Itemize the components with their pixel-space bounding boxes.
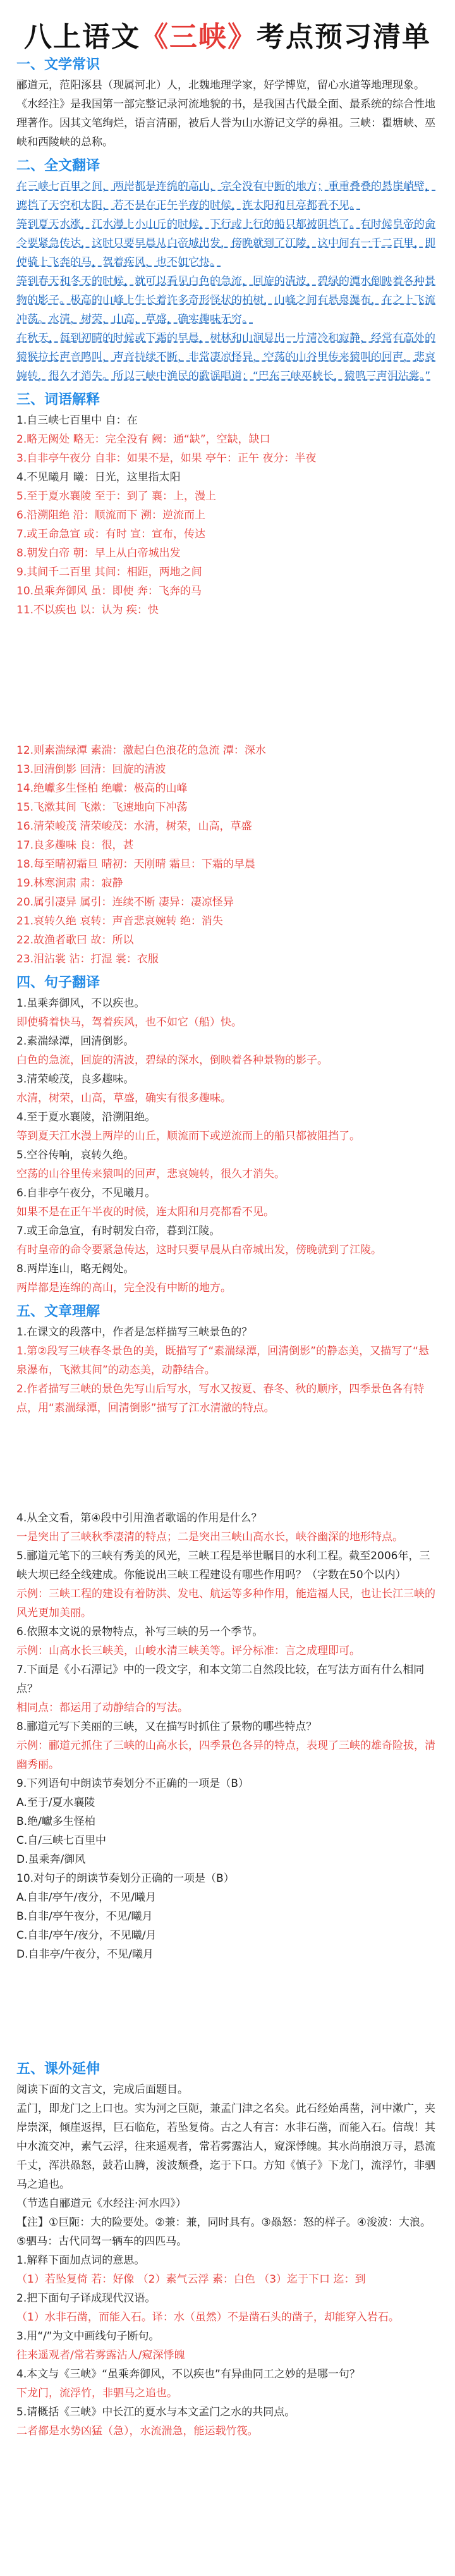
understanding-answer: 2.作者描写三峡的景色先写山后写水，写水又按夏、春冬、秋的顺序，四季景色各有特点，用“素湍绿潭，回清倒影”描写了江水清澈的特点。 xyxy=(16,1383,425,1414)
sentence-question: 3.清荣峻茂，良多趣味。 xyxy=(16,1073,135,1086)
vocab-item: 8.朝发白帝 朝：早上从白帝城出发 xyxy=(16,547,181,560)
understanding-question: 4.从全文看，第④段中引用渔者歌谣的作用是什么？ xyxy=(16,1512,262,1524)
sentence-question: 5.空谷传响，哀转久绝。 xyxy=(16,1149,135,1162)
extension-answer: 往来遥观者/常若雾露沾人/窥深悸魄 xyxy=(16,2349,185,2362)
vocab-item: 4.不见曦月 曦：日光，这里指太阳 xyxy=(16,471,181,484)
choice-option: D.虽乘奔/御风 xyxy=(16,1853,86,1866)
sentence-answer: 有时皇帝的命令要紧急传达，这时只要早晨从白帝城出发，傍晚就到了江陵。 xyxy=(16,1244,382,1256)
vocab-item: 20.属引凄异 属引：连续不断 凄异：凄凉怪异 xyxy=(16,896,234,909)
understanding-answer: 1.第②段写三峡春冬景色的美，既描写了“素湍绿潭，回清倒影”的静态美，又描写了“悬泉瀑布，飞漱其间”的动态美，动静结合。 xyxy=(16,1345,429,1377)
section-heading: 二、全文翻译 xyxy=(16,158,100,174)
section-heading: 一、文学常识 xyxy=(16,57,100,73)
vocab-item: 14.绝巘多生怪柏 绝巘：极高的山峰 xyxy=(16,782,188,795)
sentence-question: 7.或王命急宣，有时朝发白帝，暮到江陵。 xyxy=(16,1225,221,1237)
choice-option: B.自非/亭午夜分，不见/曦月 xyxy=(16,1910,153,1923)
vocab-item: 5.至于夏水襄陵 至于：到了 襄：上，漫上 xyxy=(16,490,217,503)
vocab-item: 10.虽乘奔御风 虽：即使 奔：飞奔的马 xyxy=(16,585,202,598)
vocab-item: 2.略无阙处 略无：完全没有 阙：通“缺”，空缺，缺口 xyxy=(16,433,270,446)
extension-intro: 阅读下面的文言文，完成后面题目。 xyxy=(16,2083,188,2096)
understanding-answer: 相同点：都运用了动静结合的写法。 xyxy=(16,1702,188,1714)
page-title xyxy=(16,0,439,51)
translation-paragraph: 在秋天，每到初晴的时候或下霜的早晨，树林和山涧显出一片清冷和寂静，经常有高处的猿猴拉长声音鸣叫，声音持续不断，非常凄凉怪异，空荡的山谷里传来猿叫的回声，悲哀婉转，很久才消失。所以三峡中渔民的歌谣唱道：“巴东三峡巫峡长，猿鸣三声泪沾裳。” xyxy=(16,332,435,383)
sentence-question: 2.素湍绿潭，回清倒影。 xyxy=(16,1035,135,1048)
section-literature xyxy=(16,54,439,152)
sentence-question: 4.至于夏水襄陵，沿溯阻绝。 xyxy=(16,1111,156,1124)
sentence-question: 1.虽乘奔御风，不以疾也。 xyxy=(16,997,145,1010)
vocab-item: 15.飞漱其间 飞漱：飞速地向下冲荡 xyxy=(16,801,188,814)
vocab-item: 21.哀转久绝 哀转：声音悲哀婉转 绝：消失 xyxy=(16,915,223,928)
section-translation xyxy=(16,156,439,386)
vocab-item: 7.或王命急宣 或：有时 宣：宣布，传达 xyxy=(16,528,206,541)
title-part-1: 八上语文 xyxy=(24,21,140,53)
extension-question: 5.请概括《三峡》中长江的夏水与本文孟门之水的共同点。 xyxy=(16,2406,296,2419)
understanding-answer: 一是突出了三峡秋季凄清的特点；二是突出三峡山高水长，峡谷幽深的地形特点。 xyxy=(16,1531,403,1543)
literature-line: 《水经注》是我国第一部完整记录河流地貌的书，是我国古代最全面、最系统的综合性地理著作。因其文笔绚烂，语言清丽，被后人誉为山水游记文学的鼻祖。三峡：瞿塘峡、巫峡和西陵峡的总称。 xyxy=(16,98,435,149)
extension-question: 3.用“/”为文中画线句子断句。 xyxy=(16,2330,160,2343)
understanding-question: 8.郦道元写下美丽的三峡，又在描写时抓住了景物的哪些特点？ xyxy=(16,1720,317,1733)
vocab-item: 1.自三峡七百里中 自：在 xyxy=(16,414,138,427)
title-part-3: 考点 xyxy=(257,21,315,53)
extension-answer: （1）若坠复倚 若：好像 （2）素气云浮 素：白色 （3）迄于下口 迄：到 xyxy=(16,2273,366,2286)
section-heading: 五、课外延伸 xyxy=(16,2061,100,2077)
choice-option: C.自/三峡七百里中 xyxy=(16,1834,107,1847)
extension-passage: 孟门，即龙门之上口也。实为河之巨阨，兼孟门津之名矣。此石经始禹凿，河中漱广，夹岸崇深，倾崖返捍，巨石临危，若坠复倚。古之人有言：水非石凿，而能入石。信哉！其中水流交冲，素气云浮，往来遥观者，常若雾露沾人，窥深悸魄。其水尚崩浪万寻，悬流千丈，浑洪赑怒，鼓若山腾，浚波颓叠，迄于下口。方知《慎子》下龙门，流浮竹，非驷马之追也。 xyxy=(16,2102,435,2191)
sentence-answer: 水清，树荣，山高，草盛，确实有很多趣味。 xyxy=(16,1092,231,1105)
sentence-answer: 两岸都是连绵的高山，完全没有中断的地方。 xyxy=(16,1282,231,1294)
understanding-question: 7.下面是《小石潭记》中的一段文字，和本文第二自然段比较，在写法方面有什么相同点？ xyxy=(16,1664,425,1695)
sentence-answer: 即使骑着快马，驾着疾风，也不如它（船）快。 xyxy=(16,1016,242,1029)
vocab-item: 17.良多趣味 良：很，甚 xyxy=(16,839,134,852)
understanding-question: 9.下列语句中朗读节奏划分不正确的一项是（B） xyxy=(16,1777,249,1790)
title-part-2: 《三峡》 xyxy=(140,21,257,53)
section-vocabulary xyxy=(16,389,439,969)
understanding-question: 5.郦道元笔下的三峡有秀美的风光，三峡工程是举世瞩目的水利工程。截至2006年，三峡大坝已经全线建成。你能说出三峡工程建设有哪些作用吗？（字数在50个以内） xyxy=(16,1550,430,1581)
extension-question: 2.把下面句子译成现代汉语。 xyxy=(16,2292,156,2305)
sentence-question: 8.两岸连山，略无阙处。 xyxy=(16,1263,135,1275)
sentence-answer: 如果不是在正午半夜的时候，连太阳和月亮都看不见。 xyxy=(16,1206,274,1218)
understanding-question: 1.在课文的段落中，作者是怎样描写三峡景色的？ xyxy=(16,1326,253,1339)
understanding-question: 6.依照本文说的景物特点，补写三峡的另一个季节。 xyxy=(16,1626,264,1638)
extension-answer: 下龙门，流浮竹，非驷马之追也。 xyxy=(16,2387,178,2400)
vocab-item: 9.其间千二百里 其间：相距，两地之间 xyxy=(16,566,202,579)
choice-option: A.自非/亭午/夜分，不见/曦月 xyxy=(16,1891,156,1904)
sentence-answer: 等到夏天江水漫上两岸的山丘，顺流而下或逆流而上的船只都被阻挡了。 xyxy=(16,1130,360,1143)
understanding-answer: 示例：三峡工程的建设有着防洪、发电、航运等多种作用，能造福人民，也让长江三峡的风光更加美丽。 xyxy=(16,1588,435,1619)
extension-answer: 二者都是水势凶猛（急），水流湍急，能运载竹筏。 xyxy=(16,2425,258,2438)
vocab-item: 11.不以疾也 以：认为 疾：快 xyxy=(16,604,159,616)
section-understanding xyxy=(16,1301,439,1964)
vocab-item: 23.泪沾裳 沾：打湿 裳：衣服 xyxy=(16,953,159,966)
sentence-answer: 空荡的山谷里传来猿叫的回声，悲哀婉转，很久才消失。 xyxy=(16,1168,285,1181)
extension-question: 4.本文与《三峡》“虽乘奔御风，不以疾也”有异曲同工之妙的是哪一句？ xyxy=(16,2368,360,2381)
extension-note: 【注】①巨阨：大的险要处。②兼：兼，同时具有。③赑怒：怒的样子。④浚波：大浪。⑤驷马：古代同驾一辆车的四匹马。 xyxy=(16,2216,431,2248)
vocab-item: 6.沿溯阻绝 沿：顺流而下 溯：逆流而上 xyxy=(16,509,206,522)
choice-option: D.自非亭/午夜分，不见/曦月 xyxy=(16,1948,154,1961)
section-sentence-translation xyxy=(16,972,439,1297)
vocab-item: 22.故渔者歌曰 故：所以 xyxy=(16,934,134,947)
title-part-4: 预习清单 xyxy=(315,21,431,53)
vocab-item: 13.回清倒影 回清：回旋的清波 xyxy=(16,763,166,776)
sentence-answer: 白色的急流，回旋的清波，碧绿的深水，倒映着各种景物的影子。 xyxy=(16,1054,328,1067)
understanding-answer: 示例：郦道元抓住了三峡的山高水长，四季景色各异的特点，表现了三峡的雄奇险拔，清幽秀丽。 xyxy=(16,1739,435,1771)
section-extension xyxy=(16,2059,439,2441)
choice-option: B.绝/巘多生怪柏 xyxy=(16,1815,95,1828)
vocab-item: 18.每至晴初霜旦 晴初：天刚晴 霜旦：下霜的早晨 xyxy=(16,858,255,871)
translation-paragraph: 在三峡七百里之间，两岸都是连绵的高山，完全没有中断的地方；重重叠叠的悬崖峭壁，遮挡了天空和太阳，若不是在正午半夜的时候，连太阳和月亮都看不见。 xyxy=(16,180,435,212)
section-heading: 四、句子翻译 xyxy=(16,975,100,991)
section-heading: 三、词语解释 xyxy=(16,392,100,408)
understanding-question: 10.对句子的朗读节奏划分正确的一项是（B） xyxy=(16,1872,234,1885)
extension-question: 1.解释下面加点词的意思。 xyxy=(16,2254,145,2267)
extension-source: （节选自郦道元《水经注·河水四》） xyxy=(16,2197,186,2210)
sentence-question: 6.自非亭午夜分，不见曦月。 xyxy=(16,1187,156,1199)
vocab-item: 19.林寒涧肃 肃：寂静 xyxy=(16,877,123,890)
section-heading: 五、文章理解 xyxy=(16,1304,100,1320)
translation-paragraph: 等到夏天水涨，江水漫上小山丘的时候，下行或上行的船只都被阻挡了。有时候皇帝的命令要紧急传达，这时只要早晨从白帝城出发，傍晚就到了江陵，这中间有一千二百里，即使骑上飞奔的马，驾着疾风，也不如它快。 xyxy=(16,218,435,269)
translation-paragraph: 等到春天和冬天的时候，就可以看见白色的急流，回旋的清波，碧绿的潭水倒映着各种景物的影子。极高的山峰上生长着许多奇形怪状的柏树，山峰之间有悬泉瀑布，在之上飞流冲荡。水清，树荣，山高，草盛，确实趣味无穷。 xyxy=(16,275,435,326)
literature-line: 郦道元，范阳涿县（现属河北）人，北魏地理学家，好学博览，留心水道等地理现象。 xyxy=(16,79,425,92)
choice-option: A.至于/夏水襄陵 xyxy=(16,1796,95,1809)
understanding-answer: 示例：山高水长三峡美，山峻水清三峡美等。评分标准：言之成理即可。 xyxy=(16,1645,360,1657)
choice-option: C.自非/亭午/夜分，不见曦/月 xyxy=(16,1929,157,1942)
vocab-item: 16.清荣峻茂 清荣峻茂：水清，树荣，山高，草盛 xyxy=(16,820,252,833)
vocab-item: 12.则素湍绿潭 素湍：激起白色浪花的急流 潭：深水 xyxy=(16,744,266,757)
extension-answer: （1）水非石凿，而能入石。译：水（虽然）不是凿石头的凿子，却能穿入岩石。 xyxy=(16,2311,399,2324)
vocab-item: 3.自非亭午夜分 自非：如果不是，如果 亭午：正午 夜分：半夜 xyxy=(16,452,317,465)
